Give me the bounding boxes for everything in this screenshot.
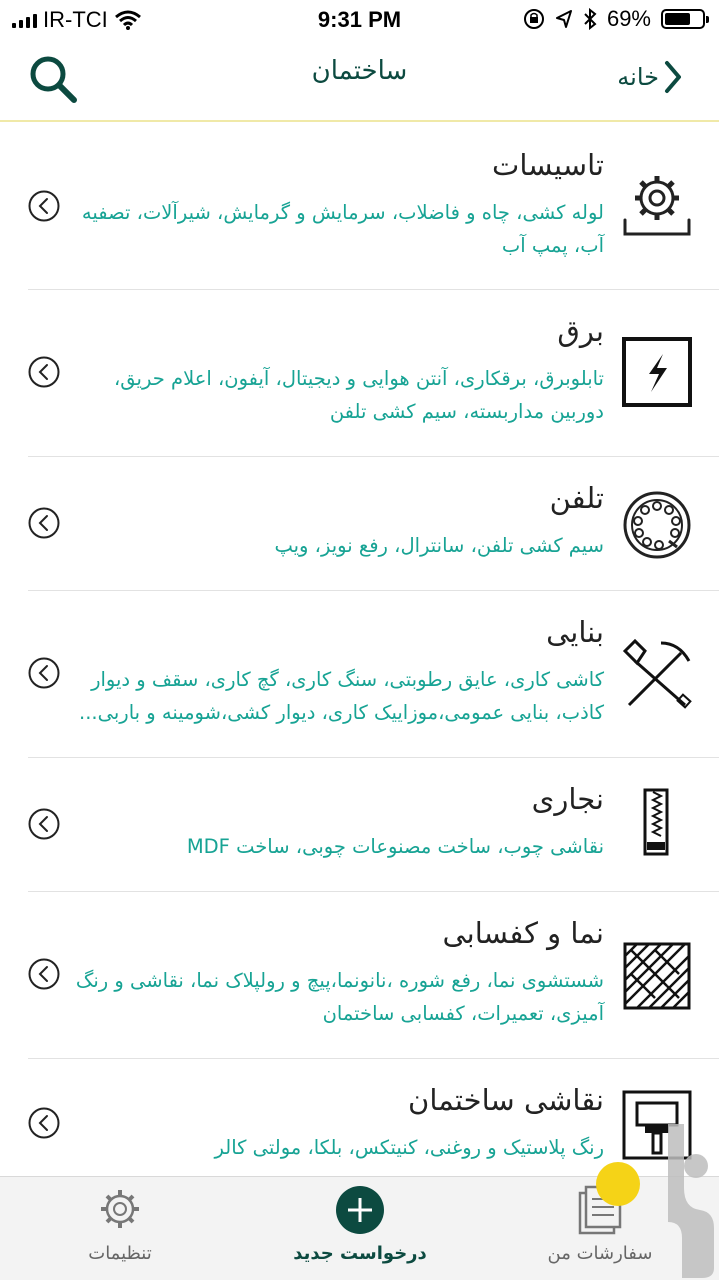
battery-percent: 69% [606,6,651,31]
plus-circle-icon [335,1185,385,1235]
category-row-painting[interactable] [28,1059,719,1176]
chevron-left-icon[interactable] [28,958,60,990]
location-icon [555,9,573,29]
chevron-left-icon[interactable] [28,808,60,840]
category-description: کاشی کاری، عایق رطوبتی، سنگ کاری، گچ کاری، سقف و دیوار کاذب، بنایی عمومی،موزاییک کاری، دیوار کشی،شومینه و باربی... [79,668,604,724]
tab-label: درخواست جدید [293,1243,427,1264]
chevron-left-icon[interactable] [28,356,60,388]
nav-header [0,40,719,122]
bluetooth-icon [583,8,597,30]
category-list [0,124,719,1176]
battery-fill [665,13,690,25]
category-name: تاسیسات [492,148,604,182]
chevron-left-icon[interactable] [28,1107,60,1139]
category-row-carpentry[interactable] [28,758,719,892]
battery-icon [661,9,705,29]
category-description: نقاشی چوب، ساخت مصنوعات چوبی، ساخت MDF [186,835,604,858]
back-label: خانه [617,63,659,91]
chevron-left-icon[interactable] [28,657,60,689]
category-description: سیم کشی تلفن، سانترال، رفع نویز، ویپ [274,534,604,557]
chevron-left-icon[interactable] [28,190,60,222]
category-description: لوله کشی، چاه و فاضلاب، سرمایش و گرمایش، شیرآلات، تصفیه آب، پمپ آب [81,201,604,257]
category-description: تابلوبرق، برقکاری، آنتن هوایی و دیجیتال، آیفون، اعلام حریق، دوربین مداربسته، سیم کشی تلفن [114,367,604,423]
category-row-masonry[interactable] [28,591,719,758]
tab-label: تنظیمات [88,1243,152,1264]
parquet-icon [621,940,693,1012]
clock: 9:31 PM [317,7,402,32]
status-right-group [523,6,705,32]
category-row-telephone[interactable] [28,457,719,591]
chevron-right-icon [663,60,683,94]
lightning-icon [621,336,693,408]
category-name: نما و کفسابی [442,916,604,950]
category-row-facade[interactable] [28,892,719,1059]
tab-new-request[interactable] [260,1177,460,1280]
category-name: بنایی [546,615,604,649]
gear-tray-icon [621,168,693,240]
rotation-lock-icon [523,8,545,30]
saw-icon [621,788,693,860]
category-description: شستشوی نما، رفع شوره ،نانونما،پیچ و رولپلاک نما، نقاشی و رنگ آمیزی، تعمیرات، کفسابی ساختمان [75,969,604,1025]
category-name: برق [557,314,604,348]
rotary-dial-icon [621,489,693,561]
tab-label: سفارشات من [547,1243,653,1264]
category-row-electricity[interactable] [28,290,719,457]
shovel-pickaxe-icon [621,637,693,709]
store-logo-icon [624,1118,716,1280]
category-row-facilities[interactable] [28,124,719,290]
status-bar [0,0,719,40]
gear-icon [96,1185,144,1233]
category-name: نقاشی ساختمان [408,1083,604,1117]
back-button[interactable] [617,60,683,94]
tab-settings[interactable] [20,1177,220,1280]
category-name: نجاری [531,782,604,816]
chevron-left-icon[interactable] [28,507,60,539]
category-description: رنگ پلاستیک و روغنی، کنیتکس، بلکا، مولتی کالر [214,1136,604,1159]
category-name: تلفن [549,481,604,515]
carrier-name: IR-TCI [43,7,108,32]
page-title: ساختمان [311,56,408,86]
